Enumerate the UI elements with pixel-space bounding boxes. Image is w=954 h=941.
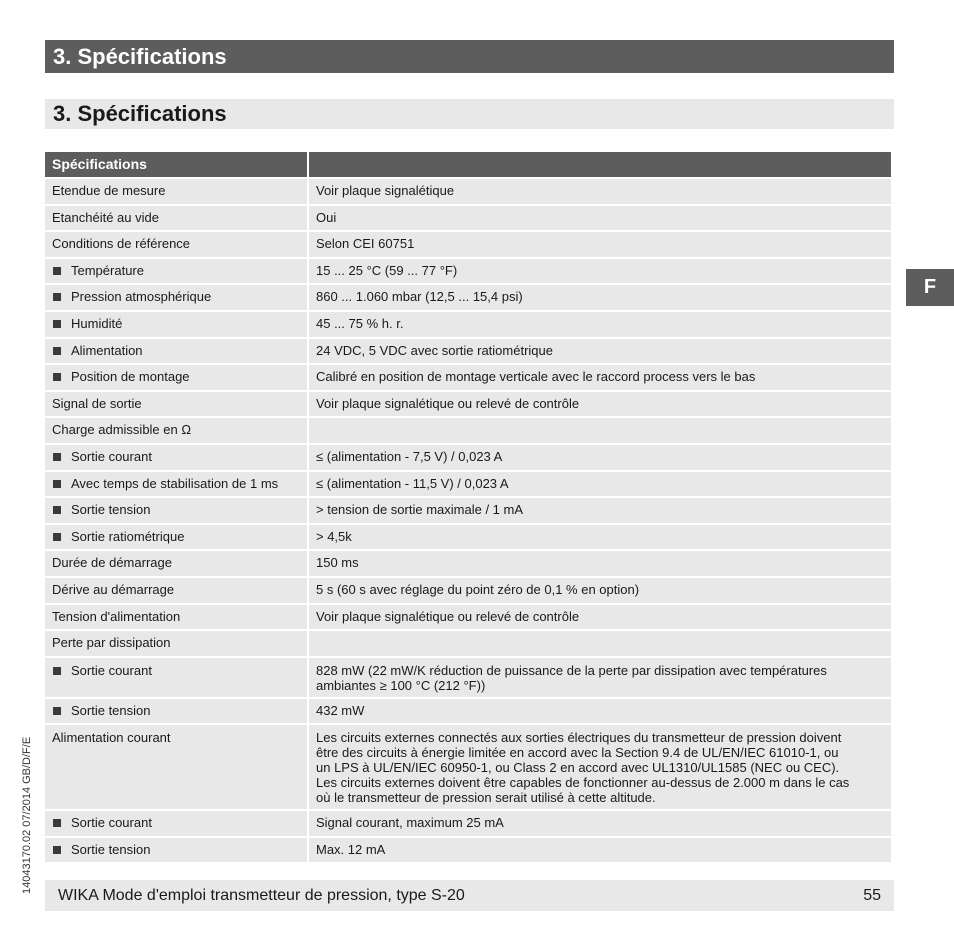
table-header-label: Spécifications — [45, 152, 309, 177]
document-reference: 14043170.02 07/2014 GB/D/F/E — [21, 736, 33, 894]
spec-value: Selon CEI 60751 — [316, 236, 415, 252]
square-bullet-icon — [53, 533, 61, 541]
spec-label-cell — [45, 725, 309, 809]
spec-value: 24 VDC, 5 VDC avec sortie ratiométrique — [316, 342, 553, 358]
spec-label-cell — [45, 418, 309, 443]
spec-value: Voir plaque signalétique — [316, 183, 455, 198]
spec-value-cell — [309, 525, 891, 550]
spec-value: 15 ... 25 °C (59 ... 77 °F) — [316, 262, 458, 278]
spec-label-cell — [45, 206, 309, 231]
table-row — [45, 699, 891, 724]
spec-value-cell — [309, 699, 891, 724]
spec-label: Dérive au démarrage — [52, 581, 175, 597]
table-row — [45, 392, 891, 417]
table-row — [45, 259, 891, 284]
spec-label-cell — [45, 179, 309, 204]
spec-value-cell — [309, 418, 891, 443]
spec-value: Calibré en position de montage verticale avec le raccord process vers le bas — [316, 369, 756, 385]
spec-value: ≤ (alimentation - 7,5 V) / 0,023 A — [316, 448, 503, 464]
spec-value-cell — [309, 445, 891, 470]
spec-label-cell — [45, 339, 309, 364]
table-row — [45, 312, 891, 337]
spec-value-cell — [309, 551, 891, 576]
spec-value-cell — [309, 285, 891, 310]
spec-value-cell — [309, 206, 891, 231]
spec-label: Pression atmosphérique — [71, 289, 212, 305]
spec-label-cell — [45, 259, 309, 284]
table-row — [45, 525, 891, 550]
spec-value: Voir plaque signalétique ou relevé de contrôle — [316, 395, 580, 411]
spec-value: Max. 12 mA — [316, 841, 386, 857]
spec-label: Durée de démarrage — [52, 555, 172, 571]
table-row — [45, 811, 891, 836]
table-row — [45, 551, 891, 576]
specifications-table — [45, 150, 891, 864]
spec-label: Sortie courant — [71, 815, 152, 831]
spec-label: Avec temps de stabilisation de 1 ms — [71, 475, 279, 491]
spec-label-cell — [45, 285, 309, 310]
square-bullet-icon — [53, 320, 61, 328]
spec-label: Sortie ratiométrique — [71, 528, 185, 544]
table-header-value — [309, 152, 891, 177]
table-row — [45, 206, 891, 231]
square-bullet-icon — [53, 480, 61, 488]
chapter-header: 3. Spécifications — [45, 40, 894, 73]
spec-label-cell — [45, 498, 309, 523]
spec-value-cell — [309, 631, 891, 656]
spec-label: Sortie tension — [71, 502, 151, 518]
spec-value: > 4,5k — [316, 528, 352, 544]
page-footer — [45, 880, 894, 911]
table-row — [45, 232, 891, 257]
spec-value-cell — [309, 179, 891, 204]
footer-title: WIKA Mode d'emploi transmetteur de pression, type S-20 — [58, 887, 465, 904]
spec-label-cell — [45, 631, 309, 656]
table-row — [45, 838, 891, 863]
table-header-row — [45, 152, 891, 177]
table-row — [45, 339, 891, 364]
spec-label-cell — [45, 699, 309, 724]
spec-value-cell — [309, 838, 891, 863]
spec-label: Etendue de mesure — [52, 183, 166, 198]
spec-label-cell — [45, 472, 309, 497]
table-row — [45, 658, 891, 697]
spec-value: 150 ms — [316, 555, 359, 571]
spec-label: Sortie courant — [71, 662, 152, 678]
spec-label-cell — [45, 312, 309, 337]
spec-label-cell — [45, 232, 309, 257]
spec-value: 432 mW — [316, 702, 365, 718]
spec-value-cell — [309, 605, 891, 630]
section-title: 3. Spécifications — [45, 99, 894, 129]
table-row — [45, 578, 891, 603]
square-bullet-icon — [53, 846, 61, 854]
spec-label-cell — [45, 658, 309, 697]
spec-value-cell — [309, 259, 891, 284]
table-row — [45, 605, 891, 630]
square-bullet-icon — [53, 293, 61, 301]
spec-label: Sortie courant — [71, 448, 152, 464]
table-row — [45, 445, 891, 470]
language-tab: F — [906, 269, 954, 306]
spec-value-cell — [309, 365, 891, 390]
spec-label: Alimentation courant — [52, 730, 171, 746]
spec-label-cell — [45, 392, 309, 417]
square-bullet-icon — [53, 819, 61, 827]
spec-value-cell — [309, 312, 891, 337]
table-body — [45, 179, 891, 862]
spec-label: Sortie tension — [71, 841, 151, 857]
spec-value: Oui — [316, 209, 337, 225]
square-bullet-icon — [53, 506, 61, 514]
spec-label-cell — [45, 551, 309, 576]
spec-label-cell — [45, 811, 309, 836]
table-row — [45, 179, 891, 204]
spec-value: 45 ... 75 % h. r. — [316, 315, 404, 331]
spec-value-cell — [309, 472, 891, 497]
spec-value-cell — [309, 811, 891, 836]
spec-label: Alimentation — [71, 342, 143, 358]
table-row — [45, 418, 891, 443]
spec-value-cell — [309, 392, 891, 417]
spec-value-cell — [309, 339, 891, 364]
square-bullet-icon — [53, 453, 61, 461]
spec-label-cell — [45, 838, 309, 863]
table-row — [45, 725, 891, 809]
spec-value: 860 ... 1.060 mbar (12,5 ... 15,4 psi) — [316, 289, 523, 305]
spec-value: Les circuits externes connectés aux sorties électriques du transmetteur de pression doivent être des circuits à énergie limitée en accord avec la Section 9.4 de UL/EN/IEC 61010-1, ou un LPS à UL/EN/IEC 60950-1, ou Class 2 en accord avec UL1310/UL1585 (NEC ou CEC). Les circuits externes doivent être capables de fonctionner au-dessus de 2.000 m dans le cas où le transmetteur de pression serait utilisé à cette altitude. — [316, 730, 850, 806]
spec-value-cell — [309, 658, 891, 697]
spec-value: > tension de sortie maximale / 1 mA — [316, 502, 524, 518]
spec-label-cell — [45, 578, 309, 603]
spec-value: ≤ (alimentation - 11,5 V) / 0,023 A — [316, 475, 509, 491]
spec-value: 5 s (60 s avec réglage du point zéro de 0,1 % en option) — [316, 581, 640, 597]
spec-value-cell — [309, 232, 891, 257]
table-row — [45, 365, 891, 390]
spec-value-cell — [309, 725, 891, 809]
spec-value-cell — [309, 498, 891, 523]
square-bullet-icon — [53, 347, 61, 355]
spec-value: 828 mW (22 mW/K réduction de puissance de la perte par dissipation avec températures ambiantes ≥ 100 °C (212 °F)) — [316, 662, 827, 693]
spec-label-cell — [45, 525, 309, 550]
spec-label-cell — [45, 365, 309, 390]
spec-label: Température — [71, 262, 144, 278]
table-row — [45, 472, 891, 497]
spec-label: Signal de sortie — [52, 395, 142, 411]
table-row — [45, 631, 891, 656]
spec-label: Perte par dissipation — [52, 635, 171, 651]
spec-label: Tension d'alimentation — [52, 608, 181, 624]
spec-label: Sortie tension — [71, 702, 151, 718]
square-bullet-icon — [53, 373, 61, 381]
square-bullet-icon — [53, 267, 61, 275]
spec-value-cell — [309, 578, 891, 603]
table-row — [45, 498, 891, 523]
spec-label: Humidité — [71, 315, 123, 331]
spec-label: Charge admissible en Ω — [52, 422, 192, 438]
spec-label: Conditions de référence — [52, 236, 191, 252]
spec-value: Signal courant, maximum 25 mA — [316, 815, 504, 831]
spec-label-cell — [45, 605, 309, 630]
spec-label: Etanchéité au vide — [52, 209, 159, 225]
spec-value: Voir plaque signalétique ou relevé de contrôle — [316, 608, 580, 624]
page-number: 55 — [863, 887, 881, 904]
square-bullet-icon — [53, 707, 61, 715]
table-row — [45, 285, 891, 310]
spec-label: Position de montage — [71, 369, 190, 385]
spec-label-cell — [45, 445, 309, 470]
square-bullet-icon — [53, 667, 61, 675]
